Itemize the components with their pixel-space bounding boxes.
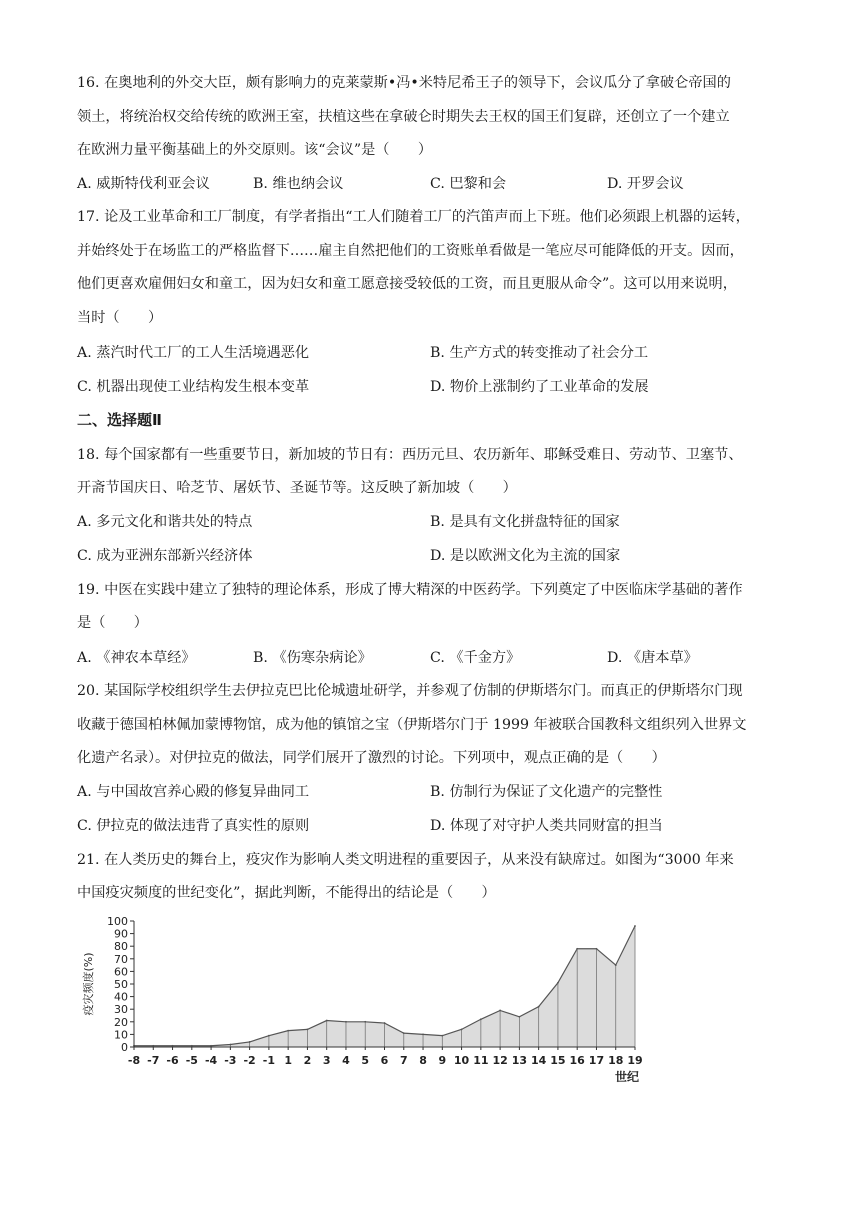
q18-line-2: 开斋节国庆日、哈芝节、屠妖节、圣诞节等。这反映了新加坡（ ） (77, 480, 517, 496)
y-tick-label: 30 (114, 1003, 128, 1017)
x-tick-label: -2 (243, 1054, 256, 1067)
q16-option-a: A. 威斯特伐利亚会议 (77, 176, 210, 192)
x-tick-label: -8 (127, 1054, 141, 1067)
x-axis-title: 世纪 (614, 1070, 640, 1084)
q16-option-c: C. 巴黎和会 (430, 176, 507, 192)
data-point (480, 1018, 482, 1020)
q21-line-1: 21. 在人类历史的舞台上，疫灾作为影响人类文明进程的重要因子，从来没有缺席过。如图为“3000 年来 (77, 852, 734, 868)
q16-line-2: 领土，将统治权交给传统的欧洲王室，扶植这些在拿破仑时期失去王权的国王们复辟，还创立了一个建立 (77, 109, 730, 125)
q20-option-d: D. 体现了对守护人类共同财富的担当 (430, 818, 663, 834)
x-tick-label: 14 (530, 1054, 547, 1067)
q17-option-b: B. 生产方式的转变推动了社会分工 (430, 345, 649, 361)
x-tick-label: -3 (224, 1054, 237, 1067)
q17-line-2: 并始终处于在场监工的严格监督下……雇主自然把他们的工资账单看做是一笔应尽可能降低的开支。因而， (77, 243, 744, 259)
x-tick-label: 9 (438, 1054, 447, 1067)
q16-option-b: B. 维也纳会议 (253, 176, 344, 192)
x-tick-label: 6 (380, 1054, 389, 1067)
data-point (518, 1016, 520, 1018)
q18-option-a: A. 多元文化和谐共处的特点 (77, 514, 253, 530)
q19-line-2: 是（ ） (77, 615, 148, 631)
y-tick-label: 90 (114, 927, 128, 941)
q17-line-1: 17. 论及工业革命和工厂制度，有学者指出“工人们随着工厂的汽笛声而上下班。他们必须跟上机器的运转， (77, 209, 750, 225)
q17-option-c: C. 机器出现使工业结构发生根本变革 (77, 379, 310, 395)
y-tick-label: 70 (114, 952, 128, 966)
x-tick-label: 4 (342, 1054, 350, 1067)
section-title: 二、选择题Ⅱ (77, 411, 162, 429)
y-tick-label: 80 (114, 940, 128, 954)
x-tick-label: -4 (204, 1054, 218, 1067)
q19-option-d: D. 《唐本草》 (607, 650, 698, 666)
data-point (345, 1021, 347, 1023)
y-axis-title: 疫灾频度(%) (82, 952, 95, 1016)
data-point (191, 1045, 193, 1047)
epidemic-frequency-chart (78, 908, 648, 1092)
q19-option-c: C. 《千金方》 (430, 650, 521, 666)
y-tick-label: 40 (114, 990, 128, 1004)
x-tick-label: 10 (453, 1054, 470, 1067)
data-point (268, 1035, 270, 1037)
y-tick-label: 100 (107, 915, 128, 928)
data-point (557, 982, 559, 984)
x-tick-label: -7 (147, 1054, 160, 1067)
x-tick-label: 1 (284, 1054, 292, 1067)
q19-option-b: B. 《伤寒杂病论》 (253, 650, 372, 666)
q20-option-c: C. 伊拉克的做法违背了真实性的原则 (77, 818, 310, 834)
x-tick-label: 5 (361, 1054, 370, 1067)
x-tick-label: 3 (322, 1054, 331, 1067)
data-point (461, 1028, 463, 1030)
data-point (287, 1030, 289, 1032)
x-tick-label: 2 (303, 1054, 312, 1067)
q19-line-1: 19. 中医在实践中建立了独特的理论体系，形成了博大精深的中医药学。下列奠定了中医临床学基础的著作 (77, 582, 743, 598)
x-tick-label: 15 (550, 1054, 566, 1067)
x-tick-label: 12 (492, 1054, 508, 1067)
x-tick-label: -1 (262, 1054, 276, 1067)
x-tick-label: 11 (473, 1054, 489, 1067)
x-tick-label: 18 (608, 1054, 624, 1067)
data-point (152, 1045, 154, 1047)
q19-option-a: A. 《神农本草经》 (77, 650, 196, 666)
data-point (441, 1035, 443, 1037)
q17-line-4: 当时（ ） (77, 310, 163, 326)
data-point (229, 1044, 231, 1046)
data-point (403, 1032, 405, 1034)
q21-line-2: 中国疫灾频度的世纪变化”，据此判断，不能得出的结论是（ ） (77, 885, 496, 901)
data-point (538, 1006, 540, 1008)
x-tick-label: -6 (166, 1054, 179, 1067)
data-point (596, 948, 598, 950)
q18-option-b: B. 是具有文化拼盘特征的国家 (430, 514, 620, 530)
q17-line-3: 他们更喜欢雇佣妇女和童工，因为妇女和童工愿意接受较低的工资，而且更服从命令”。这可以用来说明， (77, 276, 737, 292)
q17-option-a: A. 蒸汽时代工厂的工人生活境遇恶化 (77, 345, 310, 361)
q18-option-d: D. 是以欧洲文化为主流的国家 (430, 548, 621, 564)
q16-option-d: D. 开罗会议 (607, 176, 684, 192)
data-point (172, 1045, 174, 1047)
q20-line-2: 收藏于德国柏林佩加蒙博物馆，成为他的镇馆之宝（伊斯塔尔门于 1999 年被联合国教科文组织列入世界文 (77, 717, 747, 733)
y-tick-label: 60 (114, 965, 128, 979)
y-tick-label: 10 (114, 1028, 128, 1042)
x-tick-label: 8 (419, 1054, 427, 1067)
q20-line-1: 20. 某国际学校组织学生去伊拉克巴比伦城遗址研学，并参观了仿制的伊斯塔尔门。而真正的伊斯塔尔门现 (77, 683, 743, 699)
q20-option-b: B. 仿制行为保证了文化遗产的完整性 (430, 784, 663, 800)
y-tick-label: 20 (114, 1015, 128, 1029)
x-tick-label: 19 (627, 1054, 643, 1067)
data-point (576, 948, 578, 950)
data-point (634, 925, 636, 927)
data-point (307, 1028, 309, 1030)
data-point (364, 1021, 366, 1023)
x-tick-label: 13 (511, 1054, 528, 1067)
q16-line-3: 在欧洲力量平衡基础上的外交原则。该“会议”是（ ） (77, 142, 433, 158)
y-tick-label: 50 (114, 978, 128, 991)
x-tick-label: 7 (399, 1054, 408, 1067)
q16-line-1: 16. 在奥地利的外交大臣，颇有影响力的克莱蒙斯•冯•米特尼希王子的领导下，会议瓜分了拿破仑帝国的 (77, 75, 731, 91)
data-point (615, 964, 617, 966)
data-point (326, 1020, 328, 1022)
data-point (249, 1041, 251, 1043)
y-tick-label: 0 (121, 1041, 128, 1054)
q17-option-d: D. 物价上涨制约了工业革命的发展 (430, 379, 649, 395)
q18-line-1: 18. 每个国家都有一些重要节日，新加坡的节日有：西历元旦、农历新年、耶稣受难日、劳动节、卫塞节、 (77, 447, 743, 463)
data-point (422, 1034, 424, 1036)
q20-option-a: A. 与中国故宫养心殿的修复异曲同工 (77, 784, 310, 800)
data-point (210, 1045, 212, 1047)
data-point (499, 1010, 501, 1012)
x-tick-label: 17 (588, 1054, 605, 1067)
q18-option-c: C. 成为亚洲东部新兴经济体 (77, 548, 253, 564)
data-point (384, 1022, 386, 1024)
x-tick-label: -5 (185, 1054, 198, 1067)
x-tick-label: 16 (569, 1054, 585, 1067)
q20-line-3: 化遗产名录）。对伊拉克的做法，同学们展开了激烈的讨论。下列项中，观点正确的是（ ） (77, 750, 666, 766)
